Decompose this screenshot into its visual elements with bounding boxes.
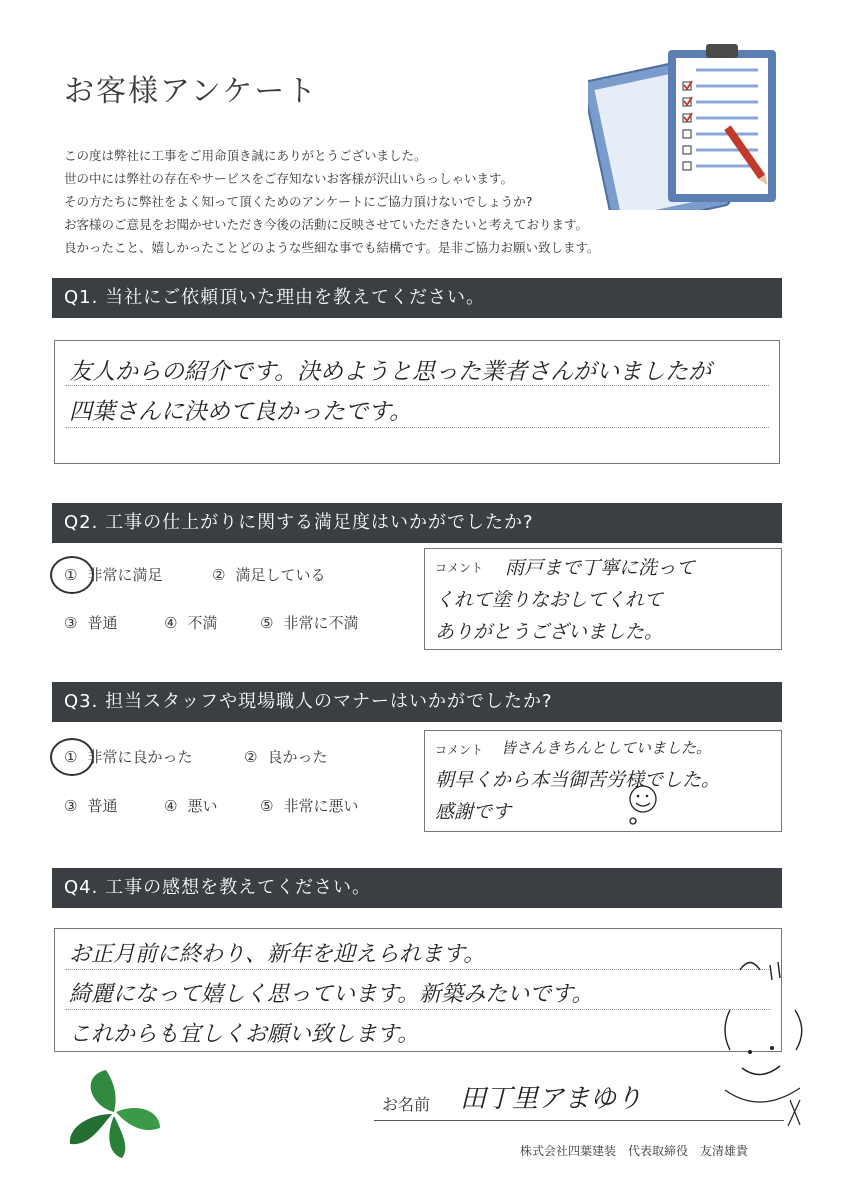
- q2-option-2[interactable]: ② 満足している: [212, 566, 326, 584]
- q2-option-5[interactable]: ⑤ 非常に不満: [260, 614, 359, 632]
- intro-line: 世の中には弊社の存在やサービスをご存知ないお客様が沢山いらっしゃいます。: [64, 171, 514, 186]
- q2-question: Q2. 工事の仕上がりに関する満足度はいかがでしたか?: [52, 503, 782, 543]
- q3-option-2[interactable]: ② 良かった: [244, 748, 328, 766]
- q3-comment-label: コメント: [435, 743, 484, 757]
- q3-question: Q3. 担当スタッフや現場職人のマナーはいかがでしたか?: [52, 682, 782, 722]
- q2-option-3[interactable]: ③ 普通: [64, 614, 118, 632]
- q3-comment-line: 朝早くから本当御苦労様でした。: [435, 769, 721, 791]
- q4-answer-line: お正月前に終わり、新年を迎えられます。: [69, 942, 486, 967]
- q3-comment-box[interactable]: [424, 730, 782, 832]
- q3-option-4[interactable]: ④ 悪い: [164, 797, 218, 815]
- q3-option-5[interactable]: ⑤ 非常に悪い: [260, 797, 359, 815]
- q2-option-4[interactable]: ④ 不満: [164, 614, 218, 632]
- intro-line: お客様のご意見をお聞かせいただき今後の活動に反映させていただきたいと考えております。: [64, 217, 589, 232]
- q2-comment-box[interactable]: [424, 548, 782, 650]
- intro-line: 良かったこと、嬉しかったことどのような些細な事でも結構です。是非ご協力お願い致します。: [64, 240, 600, 255]
- page-title: お客様アンケート: [64, 74, 319, 109]
- intro-text: [64, 144, 600, 259]
- q4-answer-box[interactable]: [54, 928, 782, 1052]
- q1-answer-line: 友人からの紹介です。決めようと思った業者さんがいましたが: [69, 359, 712, 385]
- q3-comment-line: 感謝です: [435, 801, 512, 823]
- q1-answer-box[interactable]: [54, 340, 780, 464]
- q2-comment-line: ありがとうございました。: [435, 621, 664, 643]
- q3-option-1[interactable]: ① 非常に良かった: [64, 748, 193, 766]
- q2-comment-label: コメント: [435, 561, 484, 575]
- q2-comment-line: くれて塗りなおしてくれて: [435, 589, 664, 611]
- q1-answer-line: 四葉さんに決めて良かったです。: [69, 399, 413, 425]
- q4-question: Q4. 工事の感想を教えてください。: [52, 868, 782, 908]
- clipboard-icon: [588, 40, 788, 210]
- smiley-face-doodle-icon: [700, 950, 830, 1140]
- q4-answer-line: これからも宜しくお願い致します。: [69, 1022, 420, 1047]
- q3-option-3[interactable]: ③ 普通: [64, 797, 118, 815]
- q2-option-1[interactable]: ① 非常に満足: [64, 566, 163, 584]
- q4-answer-line: 綺麗になって嬉しく思っています。新築みたいです。: [69, 982, 594, 1007]
- company-logo: [60, 1066, 168, 1160]
- company-signature: 株式会社四葉建装 代表取締役 友清雄貴: [520, 1144, 749, 1158]
- q1-question: Q1. 当社にご依頼頂いた理由を教えてください。: [52, 278, 782, 318]
- smiley-doodle-icon: [625, 783, 669, 827]
- q2-comment-line: 雨戸まで丁寧に洗って: [505, 557, 696, 579]
- q3-comment-line: 皆さんきちんとしていました。: [501, 739, 712, 757]
- intro-line: この度は弊社に工事をご用命頂き誠にありがとうございました。: [64, 148, 427, 163]
- customer-name[interactable]: 田丁里アまゆり: [460, 1084, 643, 1114]
- intro-line: その方たちに弊社をよく知って頂くためのアンケートにご協力頂けないでしょうか?: [64, 194, 533, 209]
- name-label: お名前: [382, 1095, 431, 1114]
